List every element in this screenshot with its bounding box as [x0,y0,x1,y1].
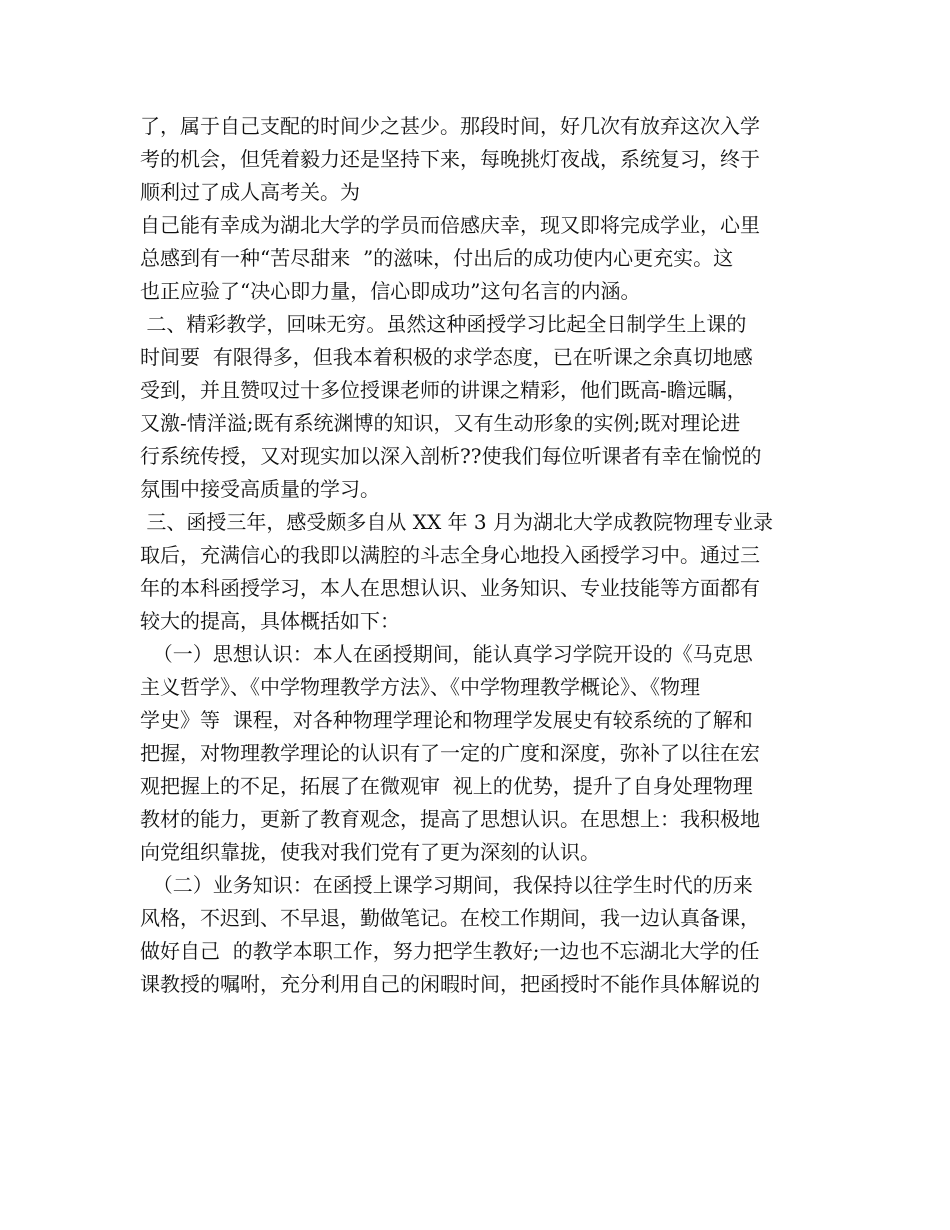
text-line: 时间要 有限得多，但我本着积极的求学态度，已在听课之余真切地感 [140,345,753,369]
text-line: 也正应验了“决心即力量，信心即成功”这句名言的内涵。 [140,279,641,303]
text-line: 做好自己 的教学本职工作，努力把学生教好;一边也不忘湖北大学的任 [140,939,760,963]
text-line: 受到，并且赞叹过十多位授课老师的讲课之精彩，他们既高-瞻远瞩， [140,378,747,402]
text-line: 课教授的嘱咐，充分利用自己的闲暇时间，把函授时不能作具体解说的 [140,972,760,996]
text-line: 考的机会，但凭着毅力还是坚持下来，每晚挑灯夜战，系统复习，终于 [140,147,760,171]
text-line: 三、函授三年，感受颇多自从 XX 年 3 月为湖北大学成教院物理专业录 [140,510,773,534]
text-line: 较大的提高，具体概括如下： [140,609,400,633]
text-line: 观把握上的不足，拓展了在微观审 视上的优势，提升了自身处理物理 [140,774,753,798]
text-line: 行系统传授，又对现实加以深入剖析??使我们每位听课者有幸在愉悦的 [140,444,762,468]
text-line: 把握，对物理教学理论的认识有了一定的广度和深度，弥补了以往在宏 [140,741,760,765]
text-line: 向党组织靠拢，使我对我们党有了更为深刻的认识。 [140,840,600,864]
text-line: （一）思想认识：本人在函授期间，能认真学习学院开设的《马克思 [140,642,753,666]
text-line: 学史》等 课程，对各种物理学理论和物理学发展史有较系统的了解和 [140,708,753,732]
text-line: 二、精彩教学，回味无穷。虽然这种函授学习比起全日制学生上课的 [140,312,747,336]
text-line: 氛围中接受高质量的学习。 [140,477,380,501]
text-line: 了，属于自己支配的时间少之甚少。那段时间，好几次有放弃这次入学 [140,114,760,138]
document-page [140,110,820,1001]
text-line: 主义哲学》、《中学物理教学方法》、《中学物理教学概论》、《物理 [140,675,700,699]
text-line: 总感到有一种“苦尽甜来 ”的滋味，付出后的成功使内心更充实。这 [140,246,734,270]
text-line: 年的本科函授学习，本人在思想认识、业务知识、专业技能等方面都有 [140,576,760,600]
text-line: （二）业务知识：在函授上课学习期间，我保持以往学生时代的历来 [140,873,753,897]
text-line: 自己能有幸成为湖北大学的学员而倍感庆幸，现又即将完成学业，心里 [140,213,760,237]
text-line: 顺利过了成人高考关。为 [140,180,360,204]
text-line: 取后，充满信心的我即以满腔的斗志全身心地投入函授学习中。通过三 [140,543,760,567]
text-line: 又激-情洋溢;既有系统渊博的知识，又有生动形象的实例;既对理论进 [140,411,741,435]
text-line: 教材的能力，更新了教育观念，提高了思想认识。在思想上：我积极地 [140,807,760,831]
text-line: 风格，不迟到、不早退，勤做笔记。在校工作期间，我一边认真备课， [140,906,760,930]
